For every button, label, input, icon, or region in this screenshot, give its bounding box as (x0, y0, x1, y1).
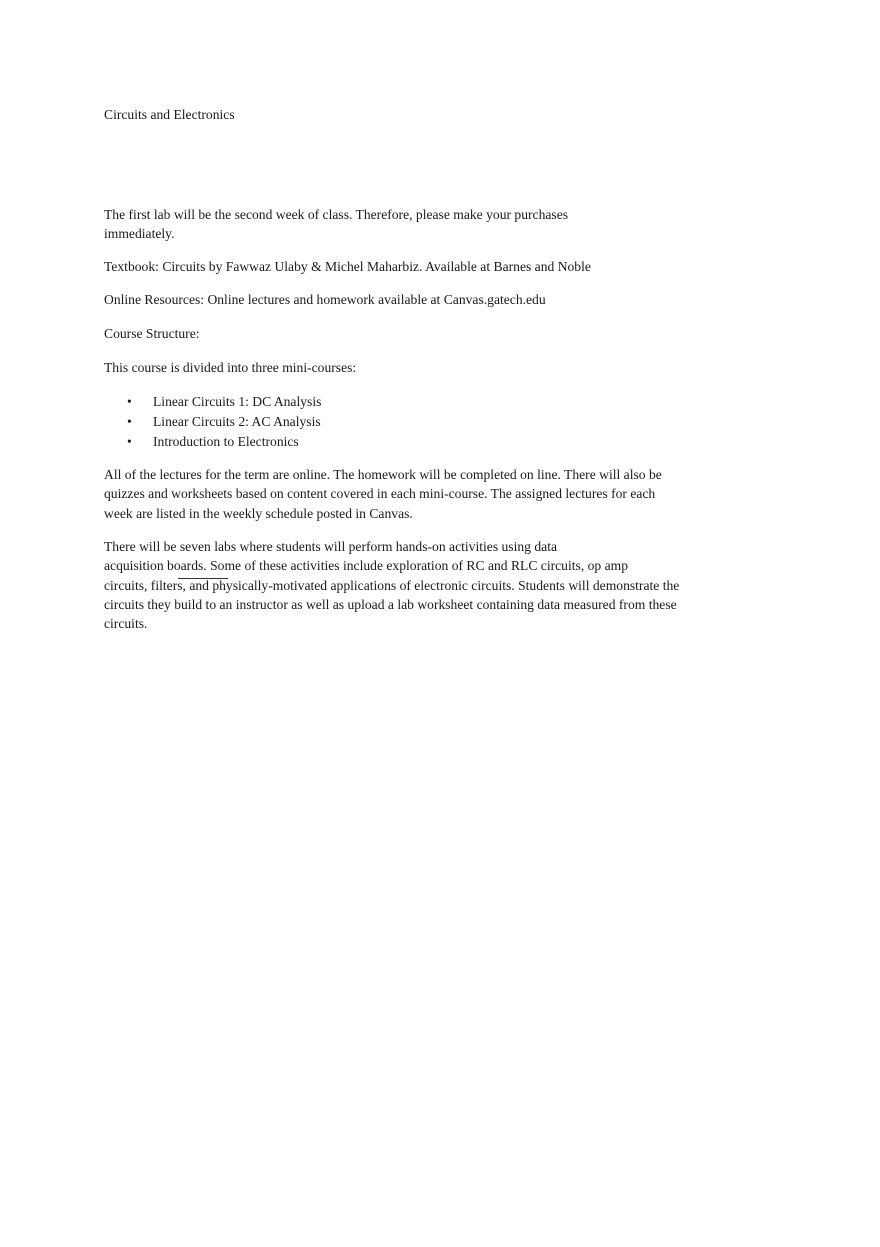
list-item-label: Linear Circuits 2: AC Analysis (153, 414, 321, 430)
list-item (104, 412, 321, 432)
document-title: Circuits and Electronics (104, 107, 235, 122)
list-item-label: Linear Circuits 1: DC Analysis (153, 394, 322, 409)
online-resources-paragraph: Online Resources: Online lectures and homework available at Canvas.gatech.edu (104, 292, 546, 307)
mini-courses-list (104, 392, 321, 453)
labs-line: circuits they build to an instructor as well as upload a lab worksheet containing data measured from these (104, 596, 677, 612)
textbook-paragraph: Textbook: Circuits by Fawwaz Ulaby & Michel Maharbiz. Available at Barnes and Noble (104, 259, 591, 274)
labs-line: circuits. (104, 616, 148, 632)
lectures-line: week are listed in the weekly schedule posted in Canvas. (104, 505, 413, 521)
lectures-paragraph (104, 465, 744, 523)
bullet-icon: • (127, 414, 132, 430)
course-divided-paragraph: This course is divided into three mini-courses: (104, 360, 357, 375)
lectures-line: quizzes and worksheets based on content covered in each mini-course. The assigned lectures for each (104, 486, 656, 502)
lectures-line: All of the lectures for the term are online. The homework will be completed on line. There will also be (104, 467, 662, 482)
bullet-icon: • (127, 394, 132, 409)
list-item (104, 432, 321, 452)
intro-paragraph (104, 205, 744, 244)
labs-line: There will be seven labs where students will perform hands-on activities using data (104, 539, 558, 554)
intro-line: The first lab will be the second week of class. Therefore, please make your purchases (104, 207, 569, 222)
bullet-icon: • (127, 434, 132, 450)
list-item (104, 392, 321, 412)
list-item-label: Introduction to Electronics (153, 434, 299, 450)
intro-line: immediately. (104, 226, 175, 242)
labs-line: acquisition boards. Some of these activities include exploration of RC and RLC circuits, op amp (104, 558, 629, 574)
labs-line: circuits, filters, and physically-motivated applications of electronic circuits. Students will demonstrate the (104, 577, 680, 593)
labs-paragraph (104, 537, 744, 633)
stray-line-mark (178, 578, 228, 579)
course-structure-heading: Course Structure: (104, 326, 200, 341)
